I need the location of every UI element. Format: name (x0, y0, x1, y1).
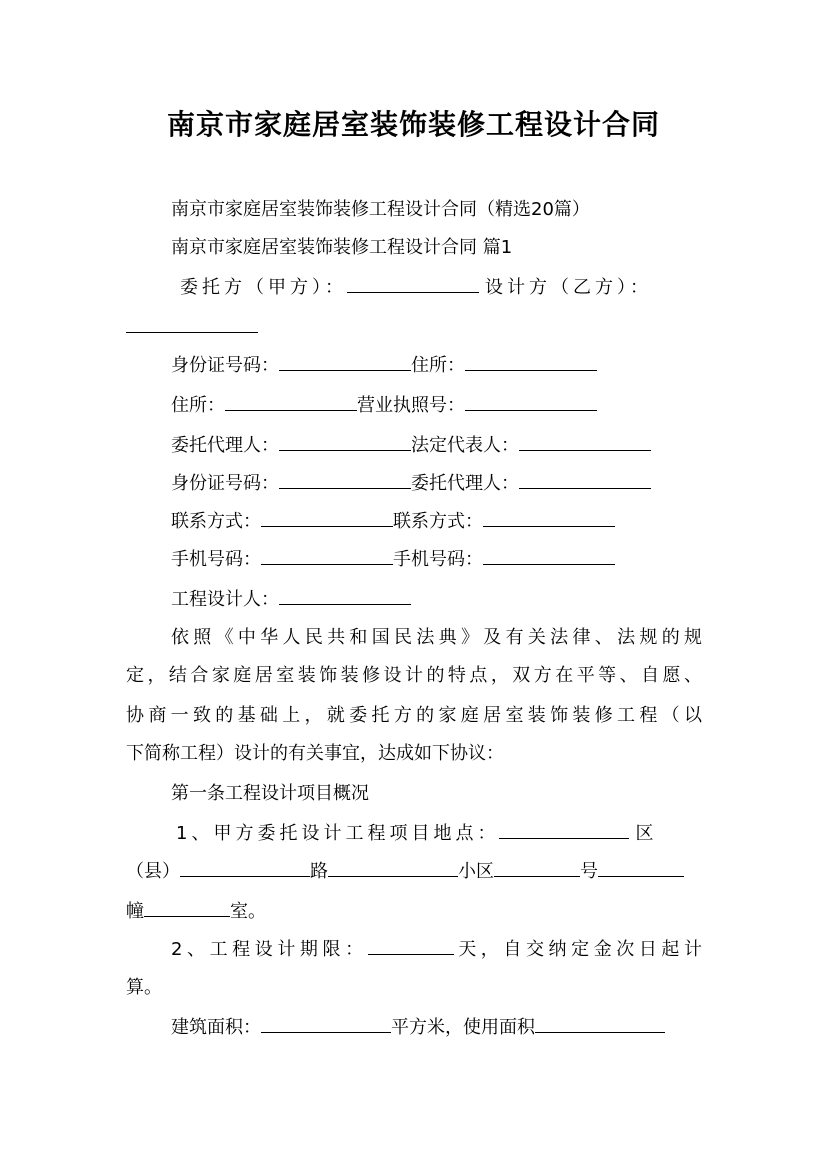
area-blank (261, 1016, 391, 1033)
license-blank (465, 394, 597, 411)
agent-label-2: 委托代理人： (411, 473, 519, 494)
parties-line (180, 276, 702, 300)
mobile-blank-2 (483, 548, 615, 565)
room-label: 室。 (230, 901, 266, 922)
county-label: （县） (126, 861, 180, 882)
address-blank (465, 354, 597, 371)
community-label: 小区 (458, 861, 494, 882)
address-detail-line (126, 860, 702, 884)
area-line (171, 1016, 702, 1040)
area-label: 建筑面积： (171, 1017, 261, 1038)
subtitle: 南京市家庭居室装饰装修工程设计合同（精选20篇） (171, 199, 590, 220)
building-blank (144, 900, 230, 917)
mobile-blank (261, 548, 393, 565)
mobile-label: 手机号码： (171, 549, 261, 570)
building-line (126, 900, 702, 924)
item2-prefix: 2、工程设计期限： (171, 939, 368, 960)
contact-line (171, 510, 702, 534)
id-blank (279, 354, 411, 371)
preamble-line-3: 协商一致的基础上，就委托方的家庭居室装饰装修工程（以 (126, 705, 702, 726)
number-blank (598, 860, 684, 877)
client-blank (347, 276, 479, 293)
designer-blank (126, 316, 258, 333)
article-title: 南京市家庭居室装饰装修工程设计合同 篇1 (171, 237, 513, 258)
road-label: 路 (310, 861, 328, 882)
term-blank (368, 938, 454, 955)
designer-blank-line (126, 316, 702, 340)
use-area-blank (535, 1016, 665, 1033)
designer-label: 工程设计人： (171, 589, 279, 610)
agent-blank-2 (519, 472, 651, 489)
designer-person-blank (279, 588, 411, 605)
item2-end-line: 算。 (126, 977, 162, 998)
id-line-2 (171, 472, 702, 496)
item1-line (176, 822, 702, 846)
id-line (171, 354, 702, 378)
item2-suffix: 天，自交纳定金次日起计 (453, 939, 703, 960)
preamble-line-4: 下简称工程）设计的有关事宜，达成如下协议： (126, 743, 504, 764)
document-title: 南京市家庭居室装饰装修工程设计合同 (166, 108, 660, 141)
preamble-line-2: 定，结合家庭居室装饰装修设计的特点，双方在平等、自愿、 (126, 665, 702, 686)
address-blank-2 (225, 394, 357, 411)
mobile-line (171, 548, 702, 572)
license-label: 营业执照号： (357, 395, 465, 416)
client-label: 委托方（甲方）： (180, 277, 347, 298)
designer-line (171, 588, 702, 612)
county-blank (180, 860, 310, 877)
address-label: 住所： (411, 355, 465, 376)
id-blank-2 (279, 472, 411, 489)
community-blank (494, 860, 580, 877)
contact-blank (261, 510, 393, 527)
article1-heading: 第一条工程设计项目概况 (171, 783, 369, 804)
agent-line (171, 434, 702, 458)
number-label: 号 (580, 861, 598, 882)
contact-label-2: 联系方式： (393, 511, 483, 532)
preamble-line-1: 依照《中华人民共和国民法典》及有关法律、法规的规 (171, 627, 702, 648)
building-label: 幢 (126, 901, 144, 922)
contact-label: 联系方式： (171, 511, 261, 532)
road-blank (328, 860, 458, 877)
id-label-2: 身份证号码： (171, 473, 279, 494)
legal-rep-label: 法定代表人： (411, 435, 519, 456)
item2-line (171, 938, 702, 962)
legal-rep-blank (519, 434, 651, 451)
agent-blank (279, 434, 411, 451)
id-label: 身份证号码： (171, 355, 279, 376)
item1-prefix: 1、甲方委托设计工程项目地点： (176, 823, 500, 844)
agent-label: 委托代理人： (171, 435, 279, 456)
contact-blank-2 (483, 510, 615, 527)
designer-label: 设计方（乙方）： (485, 277, 652, 298)
mobile-label-2: 手机号码： (393, 549, 483, 570)
address-label-2: 住所： (171, 395, 225, 416)
district-blank (499, 822, 629, 839)
address-line (171, 394, 702, 418)
district-label: 区 (635, 823, 658, 844)
area-unit: 平方米，使用面积 (391, 1017, 535, 1038)
